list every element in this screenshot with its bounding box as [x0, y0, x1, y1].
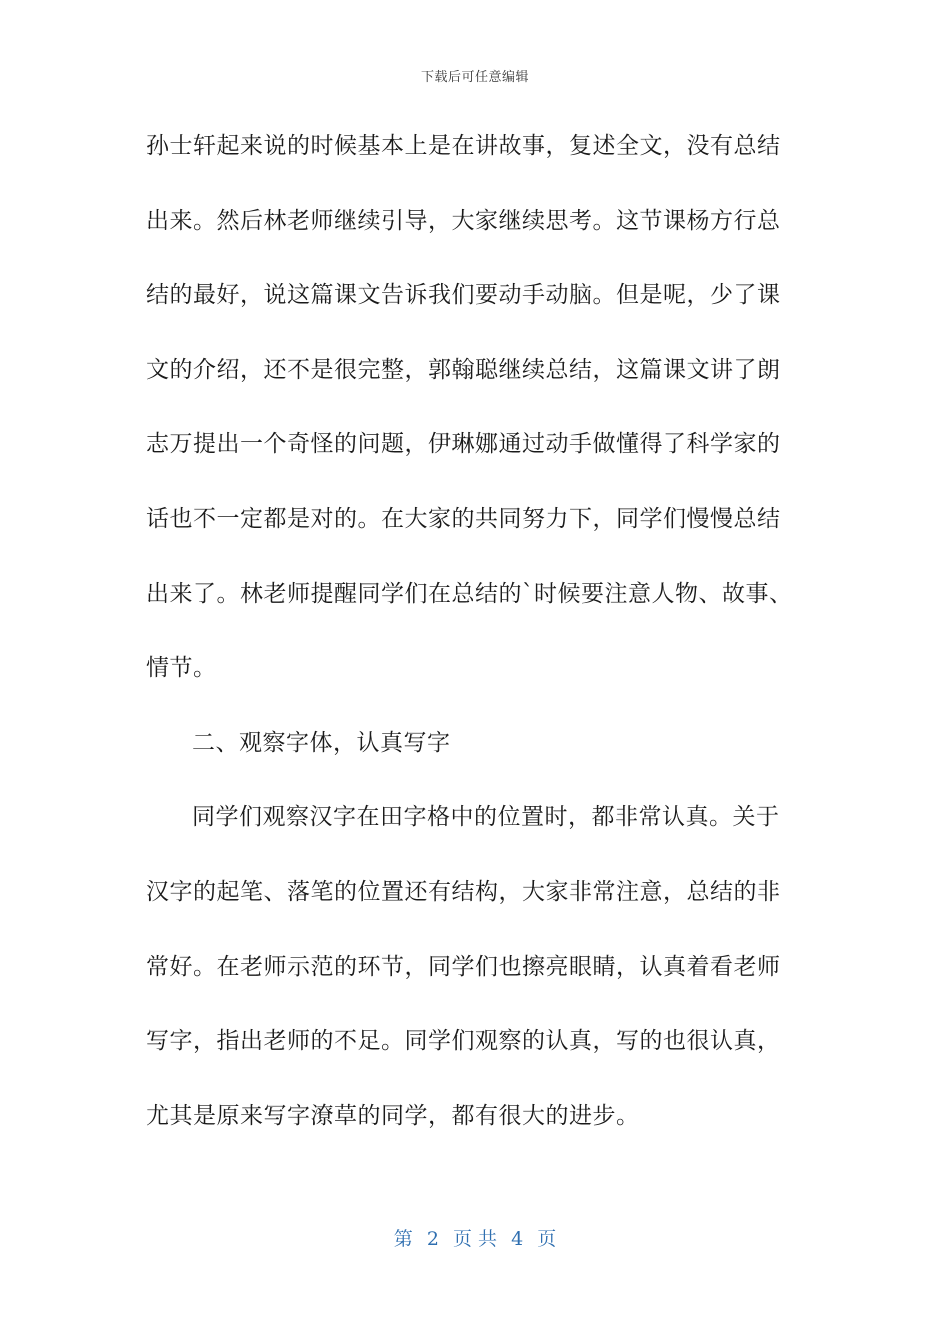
page-mid: 页 共 — [452, 1228, 498, 1250]
page-suffix: 页 — [537, 1228, 557, 1250]
text-line: 情节。 — [146, 655, 217, 682]
text-line: 同学们观察汉字在田字格中的位置时，都非常认真。关于 — [192, 804, 780, 831]
text-line: 结的最好，说这篇课文告诉我们要动手动脑。但是呢，少了课 — [146, 282, 781, 309]
text-line: 写字，指出老师的不足。同学们观察的认真，写的也很认真， — [146, 1028, 781, 1055]
text-line: 话也不一定都是对的。在大家的共同努力下，同学们慢慢总结 — [146, 505, 781, 532]
text-line: 出来。然后林老师继续引导，大家继续思考。这节课杨方行总 — [146, 207, 781, 234]
text-line: 汉字的起笔、落笔的位置还有结构，大家非常注意，总结的非 — [146, 878, 781, 905]
page-current: 2 — [426, 1228, 439, 1250]
text-line: 孙士轩起来说的时候基本上是在讲故事，复述全文，没有总结 — [146, 133, 781, 159]
text-line: 志万提出一个奇怪的问题，伊琳娜通过动手做懂得了科学家的 — [146, 431, 781, 458]
page-header-note: 下载后可任意编辑 — [420, 70, 529, 85]
page-number-footer — [0, 1224, 950, 1251]
page-prefix: 第 — [393, 1228, 413, 1250]
document-body — [146, 120, 796, 1164]
text-line: 常好。在老师示范的环节，同学们也擦亮眼睛，认真着看老师 — [146, 953, 781, 980]
text-line: 尤其是原来写字潦草的同学，都有很大的进步。 — [146, 1102, 640, 1129]
section-heading: 二、观察字体，认真写字 — [192, 729, 451, 756]
page-total: 4 — [511, 1228, 524, 1250]
text-line: 文的介绍，还不是很完整，郭翰聪继续总结，这篇课文讲了朗 — [146, 356, 781, 383]
text-line: 出来了。林老师提醒同学们在总结的`时候要注意人物、故事、 — [146, 580, 793, 607]
